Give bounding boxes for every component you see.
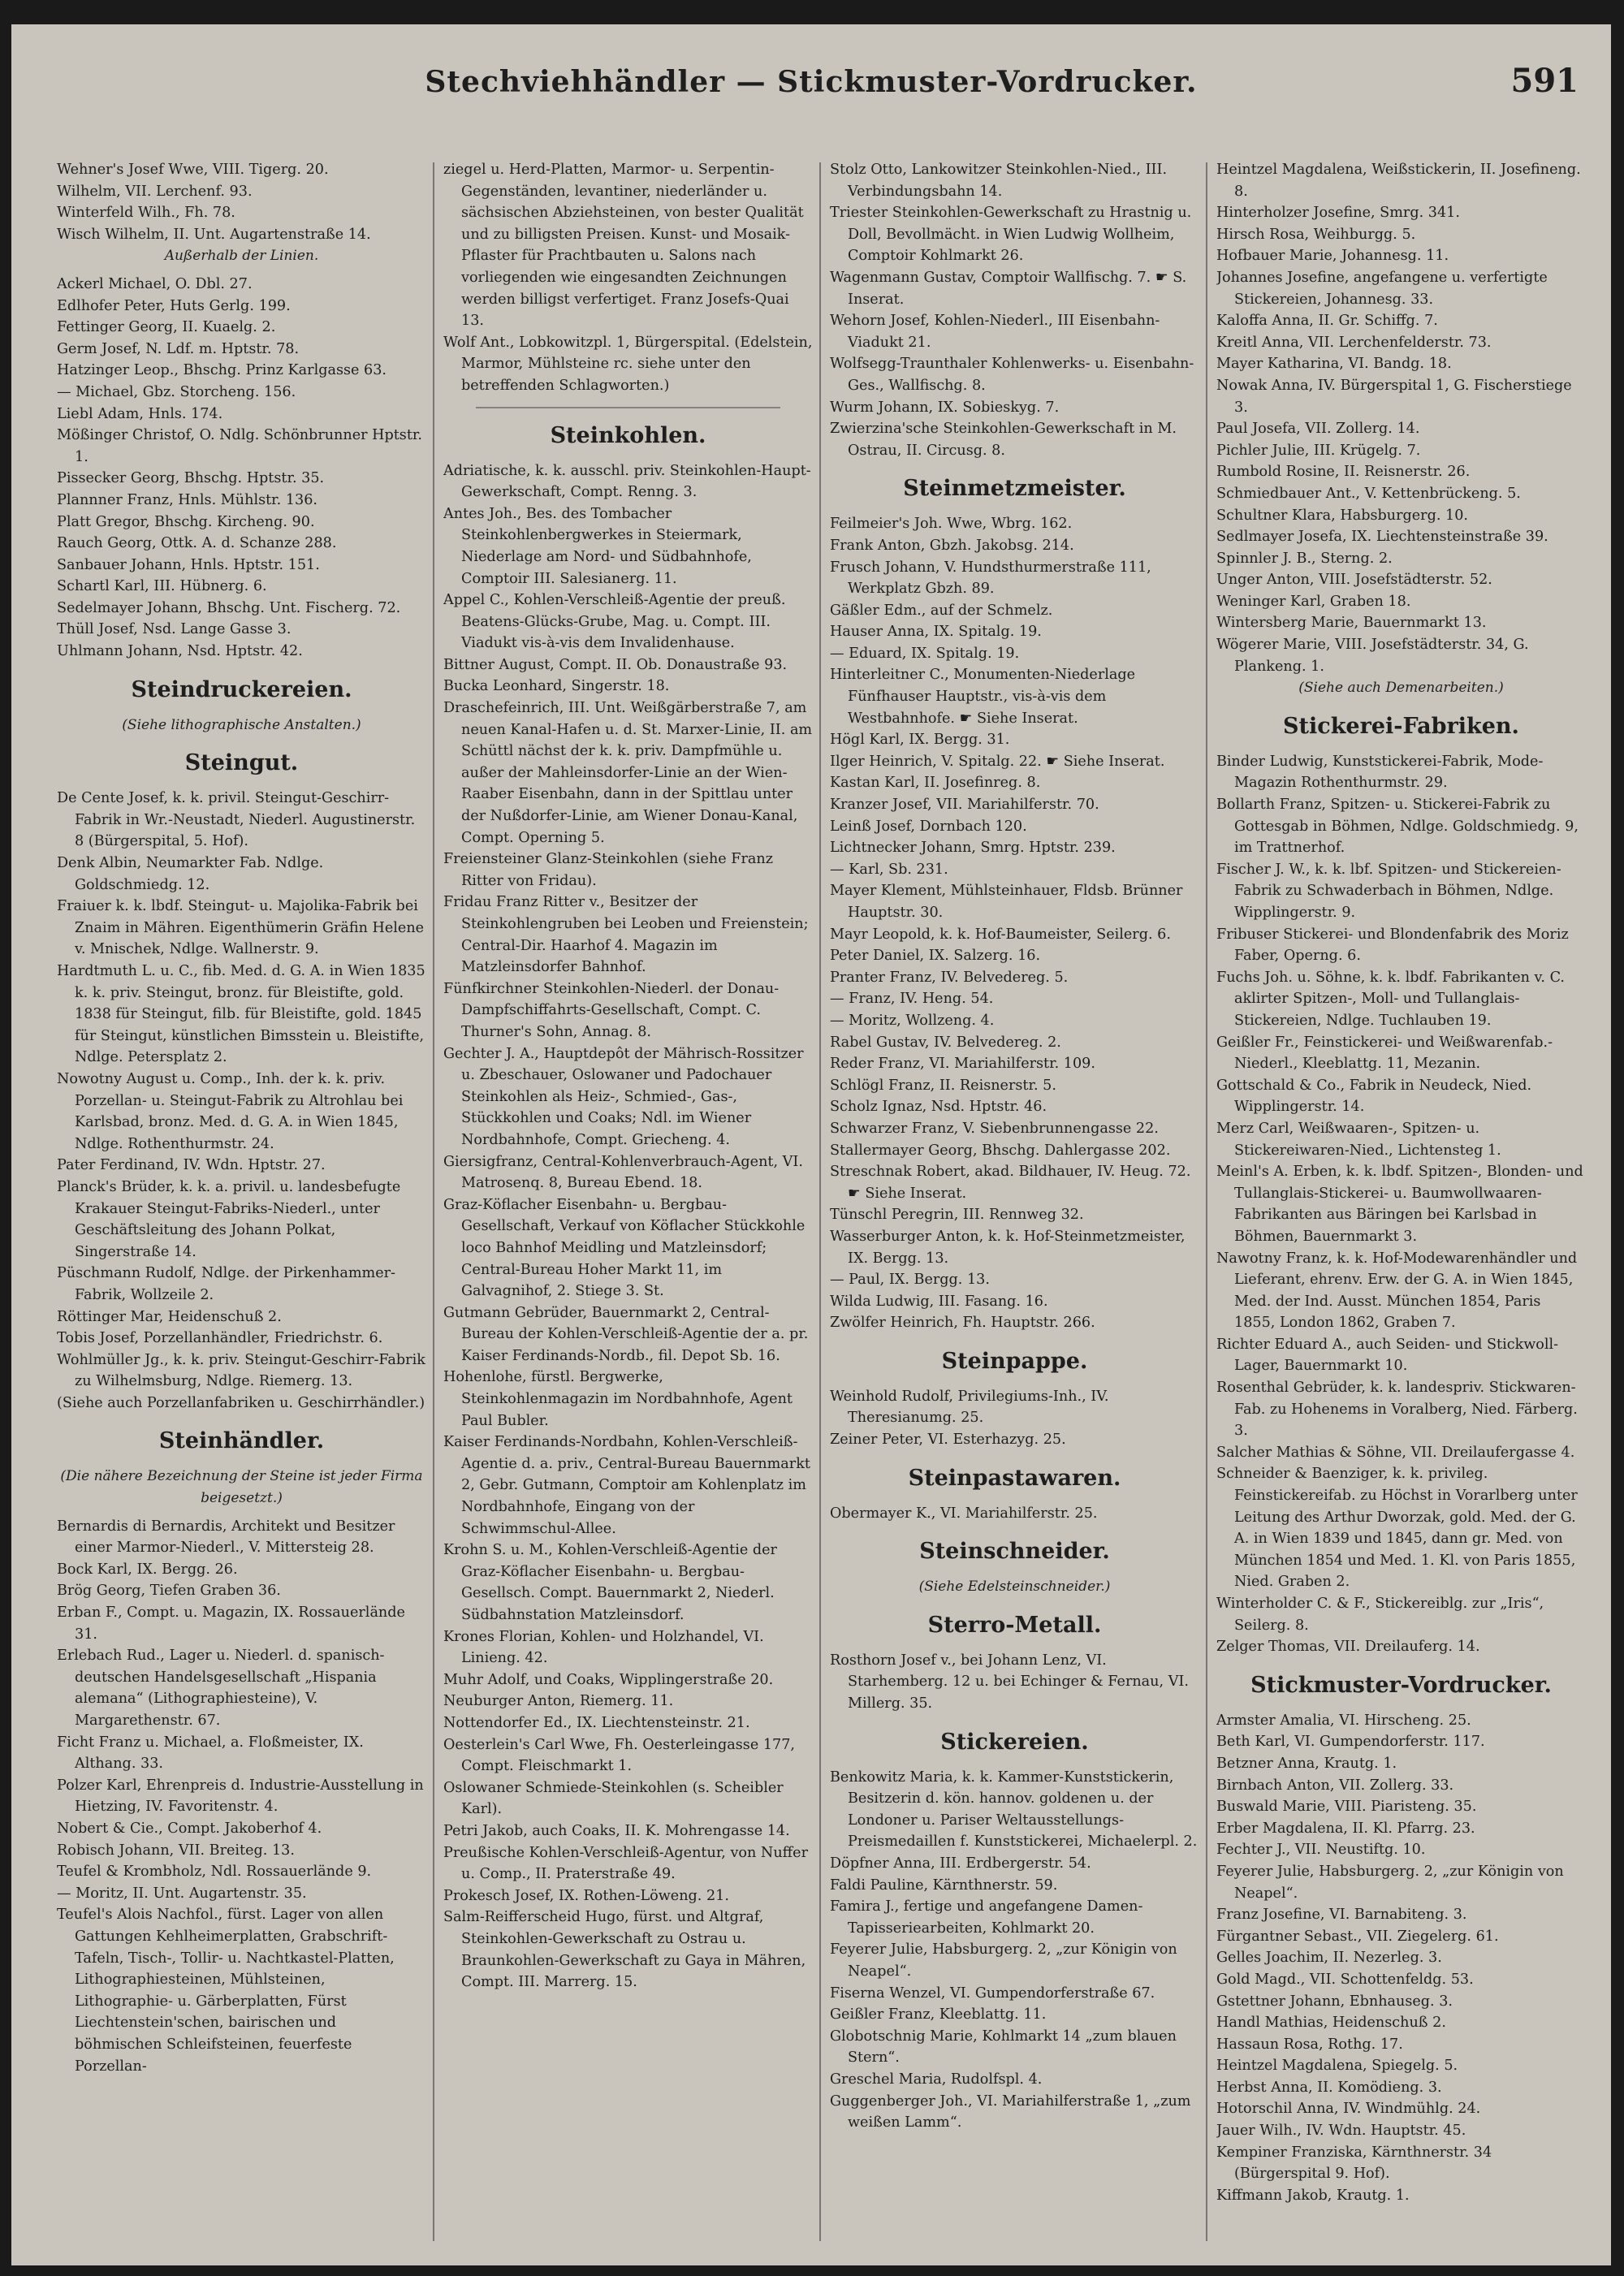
list-item: Kastan Karl, II. Josefinreg. 8.: [830, 775, 1041, 792]
section-heading: Steinschneider.: [919, 1539, 1110, 1565]
list-item: Wehner's Josef Wwe, VIII. Tigerg. 20.: [57, 162, 329, 178]
list-item: Adriatische, k. k. ausschl. priv. Steinkohlen-Haupt-Gewerkschaft, Compt. Renng. 3.: [443, 462, 811, 501]
list-item: Antes Joh., Bes. des Tombacher Steinkohlenbergwerkes in Steiermark, Niederlage am Nord- und Südbahnhofe, Comptoir III. Salesianerg. 11.: [443, 505, 752, 587]
list-item: Zwölfer Heinrich, Fh. Hauptstr. 266.: [830, 1315, 1095, 1332]
section-heading: Steinhändler.: [158, 1428, 325, 1454]
list-item: Kiffmann Jakob, Krautg. 1.: [1216, 2187, 1410, 2204]
column-4: [1216, 159, 1586, 2246]
list-item: Pranter Franz, IV. Belvedereg. 5.: [830, 969, 1069, 986]
list-item: Betzner Anna, Krautg. 1.: [1216, 1755, 1397, 1772]
list-item: — Michael, Gbz. Storcheng. 156.: [57, 383, 296, 400]
list-item: Kaloffa Anna, II. Gr. Schiffg. 7.: [1216, 313, 1438, 330]
list-item: Erban F., Compt. u. Magazin, IX. Rossauerlände 31.: [57, 1604, 405, 1643]
list-item: Plannner Franz, Hnls. Mühlstr. 136.: [57, 491, 318, 508]
list-item: Krones Florian, Kohlen- und Holzhandel, VI. Linieng. 42.: [443, 1628, 764, 1667]
list-item: Neuburger Anton, Riemerg. 11.: [443, 1693, 674, 1710]
list-item: Triester Steinkohlen-Gewerkschaft zu Hrastnig u. Doll, Bevollmächt. in Wien Ludwig Wollheim, Comptoir Kohlmarkt 26.: [830, 205, 1192, 265]
section-heading: Stickereien.: [940, 1729, 1089, 1755]
list-item: Fischer J. W., k. k. lbf. Spitzen- und Stickereien-Fabrik zu Schwaderbach in Böhmen, Ndlge. Wipplingerstr. 9.: [1216, 861, 1561, 921]
list-item: Globotschnig Marie, Kohlmarkt 14 „zum blauen Stern“.: [830, 2028, 1177, 2067]
list-item: — Eduard, IX. Spitalg. 19.: [830, 645, 1020, 662]
column-divider: [819, 162, 821, 2241]
list-item: Frusch Johann, V. Hundsthurmerstraße 111, Werkplatz Gbzh. 89.: [830, 559, 1151, 598]
list-item: (Siehe auch Porzellanfabriken u. Geschirrhändler.): [57, 1394, 425, 1411]
list-item: Hinterholzer Josefine, Smrg. 341.: [1216, 205, 1460, 222]
list-item: Heintzel Magdalena, Spiegelg. 5.: [1216, 2058, 1458, 2075]
list-item: Wilda Ludwig, III. Fasang. 16.: [830, 1293, 1048, 1310]
list-item: Rosenthal Gebrüder, k. k. landespriv. Stickwaren-Fab. zu Hohenems in Voralberg, Nied. Färberg. 3.: [1216, 1380, 1578, 1440]
list-item: Weinhold Rudolf, Privilegiums-Inh., IV. Theresianumg. 25.: [830, 1388, 1109, 1427]
section-heading: Sterro-Metall.: [927, 1612, 1102, 1638]
list-item: Birnbach Anton, VII. Zollerg. 33.: [1216, 1777, 1454, 1794]
list-item: Teufel's Alois Nachfol., fürst. Lager von allen Gattungen Kehlheimerplatten, Grabschrift-Tafeln, Tisch-, Tollir- u. Nachtkastel-Platten, Lithographiesteinen, Mühlsteinen, Lithographie- u. Gärberplatten, Fürst Liechtenstein'schen, bairischen und böhmischen Schleifsteinen, feuerfeste Porzellan-: [57, 1907, 395, 2075]
list-item: Wohlmüller Jg., k. k. priv. Steingut-Geschirr-Fabrik zu Wilhelmsburg, Ndlge. Riemerg. 13.: [57, 1351, 425, 1390]
list-item: Kreitl Anna, VII. Lerchenfelderstr. 73.: [1216, 334, 1492, 351]
list-item: Mayer Klement, Mühlsteinhauer, Fldsb. Brünner Hauptstr. 30.: [830, 883, 1183, 921]
list-item: Hofbauer Marie, Johannesg. 11.: [1216, 248, 1449, 265]
list-item: Draschefeinrich, III. Unt. Weißgärberstraße 7, am neuen Kanal-Hafen u. d. St. Marxer-Linie, II. am Schüttl nächst der k. k. priv. Dampfmühle u. außer der Mahleinsdorfer-Linie an der Wien-Raaber Eisenbahn, dann in der Spittlau unter der Nußdorfer-Linie, am Wiener Donau-Kanal, Compt. Operning 5.: [443, 700, 813, 846]
list-item: Oslowaner Schmiede-Steinkohlen (s. Scheibler Karl).: [443, 1779, 784, 1818]
directory-page: [11, 24, 1611, 2265]
section-note: (Siehe Edelsteinschneider.): [918, 1579, 1111, 1596]
list-item: Fünfkirchner Steinkohlen-Niederl. der Donau-Dampfschiffahrts-Gesellschaft, Compt. C. Thurner's Sohn, Annag. 8.: [443, 980, 780, 1040]
list-item: Wasserburger Anton, k. k. Hof-Steinmetzmeister, IX. Bergg. 13.: [830, 1228, 1186, 1267]
list-item: Wehorn Josef, Kohlen-Niederl., III Eisenbahn-Viadukt 21.: [830, 313, 1160, 351]
list-item: Hassaun Rosa, Rothg. 17.: [1216, 2036, 1403, 2053]
list-item: Sanbauer Johann, Hnls. Hptstr. 151.: [57, 556, 320, 573]
list-item: — Moritz, II. Unt. Augartenstr. 35.: [57, 1885, 307, 1902]
list-item: Nowotny August u. Comp., Inh. der k. k. priv. Porzellan- u. Steingut-Fabrik zu Altrohlau bei Karlsbad, bronz. Med. d. G. A. in Wien 1845, Ndlge. Rothenthurmstr. 24.: [57, 1070, 404, 1152]
column-3: [830, 159, 1199, 2246]
list-item: Rabel Gustav, IV. Belvedereg. 2.: [830, 1034, 1061, 1051]
list-item: Wagenmann Gustav, Comptoir Wallfischg. 7. ☛ S. Inserat.: [830, 269, 1187, 308]
list-item: — Moritz, Wollzeng. 4.: [830, 1012, 995, 1029]
divider: [476, 407, 780, 408]
list-item: Rosthorn Josef v., bei Johann Lenz, VI. Starhemberg. 12 u. bei Echinger & Fernau, VI. Millerg. 35.: [830, 1652, 1189, 1712]
list-item: Thüll Josef, Nsd. Lange Gasse 3.: [57, 621, 292, 638]
list-item: Brög Georg, Tiefen Graben 36.: [57, 1583, 281, 1600]
list-item: Uhlmann Johann, Nsd. Hptstr. 42.: [57, 643, 303, 660]
section-heading: Stickerei-Fabriken.: [1283, 713, 1519, 739]
list-item: Wolf Ant., Lobkowitzpl. 1, Bürgerspital. (Edelstein, Marmor, Mühlsteine rc. siehe unter den betreffenden Schlagworten.): [443, 334, 813, 394]
page-number: 591: [1510, 62, 1579, 100]
list-item: Högl Karl, IX. Bergg. 31.: [830, 732, 1010, 749]
list-item: Greschel Maria, Rudolfspl. 4.: [830, 2071, 1043, 2088]
section-heading: Steingut.: [184, 750, 299, 776]
list-item: Schwarzer Franz, V. Siebenbrunnengasse 22.: [830, 1120, 1159, 1137]
list-item: Spinnler J. B., Sterng. 2.: [1216, 550, 1393, 567]
list-item: Handl Mathias, Heidenschuß 2.: [1216, 2015, 1446, 2032]
list-item: Nowak Anna, IV. Bürgerspital 1, G. Fischerstiege 3.: [1216, 377, 1572, 416]
list-item: Nawotny Franz, k. k. Hof-Modewarenhändler und Lieferant, ehrenv. Erw. der G. A. in Wien 1845, Med. der Ind. Ausst. München 1854, Paris 1855, London 1862, Graben 7.: [1216, 1250, 1578, 1332]
list-item: Oesterlein's Carl Wwe, Fh. Oesterleingasse 177, Compt. Fleischmarkt 1.: [443, 1736, 795, 1775]
list-item: Erber Magdalena, II. Kl. Pfarrg. 23.: [1216, 1820, 1475, 1837]
list-item: Ilger Heinrich, V. Spitalg. 22. ☛ Siehe Inserat.: [830, 753, 1165, 770]
list-item: Fuchs Joh. u. Söhne, k. k. lbdf. Fabrikanten v. C. aklirter Spitzen-, Moll- und Tullanglais-Stickereien, Ndlge. Tuchlauben 19.: [1216, 969, 1565, 1029]
list-item: Lichtnecker Johann, Smrg. Hptstr. 239.: [830, 840, 1116, 857]
list-item: Armster Amalia, VI. Hirscheng. 25.: [1216, 1712, 1471, 1729]
list-item: Unger Anton, VIII. Josefstädterstr. 52.: [1216, 572, 1492, 589]
list-item: — Paul, IX. Bergg. 13.: [830, 1272, 990, 1289]
list-item: Appel C., Kohlen-Verschleiß-Agentie der preuß. Beatens-Glücks-Grube, Mag. u. Compt. III. Viadukt vis-à-vis dem Invalidenhause.: [443, 592, 786, 652]
list-item: Zwierzina'sche Steinkohlen-Gewerkschaft in M. Ostrau, II. Circusg. 8.: [830, 421, 1177, 459]
list-item: Fribuser Stickerei- und Blondenfabrik des Moriz Faber, Operng. 6.: [1216, 926, 1569, 965]
list-item: Platt Gregor, Bhschg. Kircheng. 90.: [57, 513, 315, 530]
list-item: Hotorschil Anna, IV. Windmühlg. 24.: [1216, 2101, 1481, 2118]
list-item: Graz-Köflacher Eisenbahn- u. Bergbau-Gesellschaft, Verkauf von Köflacher Stückkohle loco Bahnhof Meidling und Matzleinsdorf; Central-Bureau Hoher Markt 11, im Galvagnihof, 2. Stiege 3. St.: [443, 1196, 806, 1300]
list-item: Hohenlohe, fürstl. Bergwerke, Steinkohlenmagazin im Nordbahnhofe, Agent Paul Bubler.: [443, 1369, 793, 1429]
section-note: (Siehe lithographische Anstalten.): [122, 716, 361, 733]
list-item: Frank Anton, Gbzh. Jakobsg. 214.: [830, 537, 1074, 554]
list-item: Feyerer Julie, Habsburgerg. 2, „zur Königin von Neapel“.: [830, 1941, 1177, 1980]
list-item: Ackerl Michael, O. Dbl. 27.: [57, 275, 253, 292]
list-item: Salcher Mathias & Söhne, VII. Dreilaufergasse 4.: [1216, 1444, 1575, 1461]
list-item: ziegel u. Herd-Platten, Marmor- u. Serpentin-Gegenständen, levantiner, niederländer u. sächsischen Abziehsteinen, von bester Qualität und zu billigsten Preisen. Kunst- und Mosaik-Pflaster für Prachtbauten u. Salons nach vorliegenden wie eingesandten Zeichnungen werden billigst verfertiget. Franz Josefs-Quai 13.: [443, 162, 804, 330]
list-item: Kranzer Josef, VII. Mariahilferstr. 70.: [830, 797, 1099, 814]
list-item: Weninger Karl, Graben 18.: [1216, 593, 1411, 610]
section-heading: Stickmuster-Vordrucker.: [1250, 1672, 1552, 1698]
list-item: Nottendorfer Ed., IX. Liechtensteinstr. 21.: [443, 1714, 750, 1731]
list-item: Döpfner Anna, III. Erdbergerstr. 54.: [830, 1855, 1091, 1872]
list-item: Beth Karl, VI. Gumpendorferstr. 117.: [1216, 1734, 1485, 1751]
list-item: Tünschl Peregrin, III. Rennweg 32.: [830, 1207, 1084, 1224]
list-item: Geißler Fr., Feinstickerei- und Weißwarenfab.-Niederl., Kleeblattg. 11, Mezanin.: [1216, 1034, 1553, 1073]
list-item: Rauch Georg, Ottk. A. d. Schanze 288.: [57, 535, 337, 552]
list-item: Buswald Marie, VIII. Piaristeng. 35.: [1216, 1799, 1477, 1816]
list-item: Kaiser Ferdinands-Nordbahn, Kohlen-Verschleiß-Agentie d. a. priv., Central-Bureau Bauernmarkt 2, Gebr. Gutmann, Comptoir am Kohlenplatz im Nordbahnhofe, Eingang von der Schwimmschul-Allee.: [443, 1434, 810, 1537]
list-item: Muhr Adolf, und Coaks, Wipplingerstraße 20.: [443, 1671, 774, 1688]
list-item: Stallermayer Georg, Bhschg. Dahlergasse 202.: [830, 1142, 1171, 1159]
list-item: Schartl Karl, III. Hübnerg. 6.: [57, 578, 267, 595]
running-header: Stechviehhändler — Stickmuster-Vordrucker.: [425, 65, 1198, 99]
list-item: — Karl, Sb. 231.: [830, 861, 948, 878]
list-item: — Franz, IV. Heng. 54.: [830, 991, 994, 1008]
list-item: Famira J., fertige und angefangene Damen-Tapisseriearbeiten, Kohlmarkt 20.: [830, 1898, 1143, 1937]
list-item: Schultner Klara, Habsburgerg. 10.: [1216, 507, 1468, 524]
list-item: Gäßler Edm., auf der Schmelz.: [830, 602, 1053, 619]
list-item: Schneider & Baenziger, k. k. privileg. Feinstickereifab. zu Höchst in Vorarlberg unter Leitung des Arthur Dworzak, gold. Med. der G. A. in Wien 1839 und 1845, dann gr. Med. von München 1854 und Med. 1. Kl. von Paris 1855, Nied. Graben 2.: [1216, 1466, 1578, 1591]
list-item: Hatzinger Leop., Bhschg. Prinz Karlgasse 63.: [57, 362, 387, 379]
list-item: Benkowitz Maria, k. k. Kammer-Kunststickerin, Besitzerin d. kön. hannov. goldenen u. der Londoner u. Pariser Weltausstellungs-Preismedaillen f. Kunststickerei, Michaelerpl. 2.: [830, 1769, 1198, 1851]
list-item: Zelger Thomas, VII. Dreilauferg. 14.: [1216, 1639, 1480, 1656]
list-item: Merz Carl, Weißwaaren-, Spitzen- u. Stickereiwaren-Nied., Lichtensteg 1.: [1216, 1120, 1501, 1159]
section-heading: Steinpappe.: [941, 1348, 1088, 1374]
list-item: Edlhofer Peter, Huts Gerlg. 199.: [57, 297, 291, 314]
column-divider: [1206, 162, 1207, 2241]
list-item: Hauser Anna, IX. Spitalg. 19.: [830, 624, 1042, 641]
list-item: Fiserna Wenzel, VI. Gumpendorferstraße 67.: [830, 1984, 1155, 2002]
list-item: Germ Josef, N. Ldf. m. Hptstr. 78.: [57, 340, 300, 357]
column-2: [443, 159, 813, 2246]
list-item: Bock Karl, IX. Bergg. 26.: [57, 1561, 238, 1578]
list-item: Wintersberg Marie, Bauernmarkt 13.: [1216, 615, 1487, 632]
list-item: Robisch Johann, VII. Breiteg. 13.: [57, 1842, 295, 1859]
list-item: Schlögl Franz, II. Reisnerstr. 5.: [830, 1077, 1056, 1094]
list-item: Erlebach Rud., Lager u. Niederl. d. spanisch-deutschen Handelsgesellschaft „Hispania alemana“ (Lithographiesteine), V. Margarethenstr. 67.: [57, 1648, 385, 1729]
list-item: Denk Albin, Neumarkter Fab. Ndlge. Goldschmiedg. 12.: [57, 855, 324, 893]
list-item: Herbst Anna, II. Komödieng. 3.: [1216, 2079, 1442, 2096]
list-item: Wolfsegg-Traunthaler Kohlenwerks- u. Eisenbahn-Ges., Wallfischg. 8.: [830, 356, 1194, 394]
list-item: Obermayer K., VI. Mariahilferstr. 25.: [830, 1505, 1098, 1522]
list-item: Wögerer Marie, VIII. Josefstädterstr. 34, G. Plankeng. 1.: [1216, 637, 1529, 675]
list-item: Hardtmuth L. u. C., fib. Med. d. G. A. in Wien 1835 k. k. priv. Steingut, bronz. für Bleistifte, gold. 1838 für Steingut, filb. für Bleistifte, gold. 1845 für Steingut, künstlichen Bimsstein u. Bleistifte, Ndlge. Petersplatz 2.: [57, 963, 425, 1066]
list-item: Röttinger Mar, Heidenschuß 2.: [57, 1308, 282, 1325]
list-item: Ficht Franz u. Michael, a. Floßmeister, IX. Althang. 33.: [57, 1734, 364, 1773]
list-item: Rumbold Rosine, II. Reisnerstr. 26.: [1216, 464, 1471, 481]
list-item: Richter Eduard A., auch Seiden- und Stickwoll-Lager, Bauernmarkt 10.: [1216, 1336, 1559, 1375]
list-item: Heintzel Magdalena, Weißstickerin, II. Josefineng. 8.: [1216, 162, 1581, 200]
list-item: Feilmeier's Joh. Wwe, Wbrg. 162.: [830, 516, 1073, 533]
list-item: Krohn S. u. M., Kohlen-Verschleiß-Agentie der Graz-Köflacher Eisenbahn- u. Bergbau-Gesellsch. Compt. Bauernmarkt 2, Niederl. Südbahnstation Matzleinsdorf.: [443, 1542, 777, 1623]
section-heading: Steinpastawaren.: [908, 1465, 1121, 1491]
list-item: Reder Franz, VI. Mariahilferstr. 109.: [830, 1056, 1095, 1073]
list-item: Sedelmayer Johann, Bhschg. Unt. Fischerg. 72.: [57, 599, 401, 616]
list-item: Franz Josefine, VI. Barnabiteng. 3.: [1216, 1907, 1467, 1924]
list-item: Zeiner Peter, VI. Esterhazyg. 25.: [830, 1432, 1066, 1449]
list-item: Hinterleitner C., Monumenten-Niederlage Fünfhauser Hauptstr., vis-à-vis dem Westbahnhofe. ☛ Siehe Inserat.: [830, 667, 1136, 727]
list-item: Paul Josefa, VII. Zollerg. 14.: [1216, 421, 1420, 438]
section-heading: Steinkohlen.: [550, 422, 706, 448]
list-item: Bucka Leonhard, Singerstr. 18.: [443, 678, 670, 695]
list-item: Winterfeld Wilh., Fh. 78.: [57, 205, 235, 222]
list-item: Fridau Franz Ritter v., Besitzer der Steinkohlengruben bei Leoben und Freienstein; Central-Dir. Haarhof 4. Magazin im Matzleinsdorfer Bahnhof.: [443, 894, 809, 976]
list-item: Pissecker Georg, Bhschg. Hptstr. 35.: [57, 470, 325, 487]
list-item: Preußische Kohlen-Verschleiß-Agentur, von Nuffer u. Comp., II. Praterstraße 49.: [443, 1844, 808, 1883]
list-item: Püschmann Rudolf, Ndlge. der Pirkenhammer-Fabrik, Wollzeile 2.: [57, 1265, 395, 1303]
list-item: Scholz Ignaz, Nsd. Hptstr. 46.: [830, 1099, 1047, 1116]
list-item: Fettinger Georg, II. Kuaelg. 2.: [57, 319, 276, 336]
list-item: Petri Jakob, auch Coaks, II. K. Mohrengasse 14.: [443, 1822, 790, 1839]
list-item: De Cente Josef, k. k. privil. Steingut-Geschirr-Fabrik in Wr.-Neustadt, Niederl. Augustinerstr. 8 (Bürgerspital, 5. Hof).: [57, 790, 416, 850]
list-item: Fechter J., VII. Neustiftg. 10.: [1216, 1842, 1426, 1859]
list-item: Tobis Josef, Porzellanhändler, Friedrichstr. 6.: [57, 1330, 383, 1347]
list-item: Giersigfranz, Central-Kohlenverbrauch-Agent, VI. Matrosenq. 8, Bureau Ebend. 18.: [443, 1153, 803, 1192]
list-item: Faldi Pauline, Kärnthnerstr. 59.: [830, 1877, 1058, 1894]
list-item: Gutmann Gebrüder, Bauernmarkt 2, Central-Bureau der Kohlen-Verschleiß-Agentie der a. pr. Kaiser Ferdinands-Nordb., fil. Depot Sb. 16.: [443, 1304, 809, 1364]
list-item: Gold Magd., VII. Schottenfeldg. 53.: [1216, 1971, 1474, 1988]
list-item: Guggenberger Joh., VI. Mariahilferstraße 1, „zum weißen Lamm“.: [830, 2092, 1191, 2131]
list-item: Streschnak Robert, akad. Bildhauer, IV. Heug. 72. ☛ Siehe Inserat.: [830, 1164, 1191, 1202]
list-item: Liebl Adam, Hnls. 174.: [57, 405, 223, 422]
section-heading: Steindruckereien.: [131, 676, 352, 702]
list-item: Sedlmayer Josefa, IX. Liechtensteinstraße 39.: [1216, 529, 1548, 546]
list-item: Wilhelm, VII. Lerchenf. 93.: [57, 183, 253, 200]
list-item: Gottschald & Co., Fabrik in Neudeck, Nied. Wipplingerstr. 14.: [1216, 1077, 1532, 1116]
list-item: Stolz Otto, Lankowitzer Steinkohlen-Nied., III. Verbindungsbahn 14.: [830, 162, 1168, 200]
column-1: [57, 159, 426, 2246]
section-note: (Siehe auch Demenarbeiten.): [1298, 680, 1504, 697]
list-item: Fürgantner Sebast., VII. Ziegelerg. 61.: [1216, 1928, 1499, 1945]
list-item: Meinl's A. Erben, k. k. lbdf. Spitzen-, Blonden- und Tullanglais-Stickerei- u. Baumwollwaaren-Fabrikanten aus Bäringen bei Karlsbad in Böhmen, Bauernmarkt 3.: [1216, 1164, 1583, 1245]
list-item: Leinß Josef, Dornbach 120.: [830, 818, 1027, 835]
list-item: Mayr Leopold, k. k. Hof-Baumeister, Seilerg. 6.: [830, 926, 1171, 943]
list-item: Polzer Karl, Ehrenpreis d. Industrie-Ausstellung in Hietzing, IV. Favoritenstr. 4.: [57, 1777, 424, 1816]
list-item: Bernardis di Bernardis, Architekt und Besitzer einer Marmor-Niederl., V. Mittersteig 28.: [57, 1518, 395, 1557]
list-item: Bittner August, Compt. II. Ob. Donaustraße 93.: [443, 656, 788, 673]
list-item: Freiensteiner Glanz-Steinkohlen (siehe Franz Ritter von Fridau).: [443, 851, 774, 889]
list-item: Wisch Wilhelm, II. Unt. Augartenstraße 14.: [57, 226, 371, 243]
section-note: (Die nähere Bezeichnung der Steine ist jeder Firma beigesetzt.): [60, 1468, 423, 1507]
list-item: Hirsch Rosa, Weihburgg. 5.: [1216, 226, 1416, 243]
subsection-title: Außerhalb der Linien.: [164, 248, 319, 265]
list-item: Binder Ludwig, Kunststickerei-Fabrik, Mode-Magazin Rothenthurmstr. 29.: [1216, 753, 1544, 792]
list-item: Pichler Julie, III. Krügelg. 7.: [1216, 442, 1421, 459]
list-item: Mayer Katharina, VI. Bandg. 18.: [1216, 356, 1452, 373]
list-item: Gelles Joachim, II. Nezerleg. 3.: [1216, 1950, 1442, 1967]
section-heading: Steinmetzmeister.: [903, 476, 1126, 502]
list-item: Fraiuer k. k. lbdf. Steingut- u. Majolika-Fabrik bei Znaim in Mähren. Eigenthümerin Gräfin Helene v. Mnischek, Ndlge. Wallnerstr. 9.: [57, 898, 425, 958]
list-item: Salm-Reifferscheid Hugo, fürst. und Altgraf, Steinkohlen-Gewerkschaft zu Ostrau u. Braunkohlen-Gewerkschaft zu Gaya in Mähren, Compt. III. Marrerg. 15.: [443, 1909, 806, 1991]
list-item: Wurm Johann, IX. Sobieskyg. 7.: [830, 399, 1060, 416]
list-item: Prokesch Josef, IX. Rothen-Löweng. 21.: [443, 1887, 729, 1904]
list-item: Teufel & Krombholz, Ndl. Rossauerlände 9.: [57, 1864, 372, 1881]
column-divider: [433, 162, 434, 2241]
list-item: Gstettner Johann, Ebnhauseg. 3.: [1216, 1993, 1453, 2010]
list-item: Johannes Josefine, angefangene u. verfertigte Stickereien, Johannesg. 33.: [1216, 269, 1548, 308]
list-item: Gechter J. A., Hauptdepôt der Mährisch-Rossitzer u. Zbeschauer, Oslowaner und Padochauer Steinkohlen als Heiz-, Schmied-, Gas-, Stückkohlen und Coaks; Ndl. im Wiener Nordbahnhofe, Compt. Griecheng. 4.: [443, 1045, 804, 1148]
list-item: Mößinger Christof, O. Ndlg. Schönbrunner Hptstr. 1.: [57, 427, 422, 465]
list-item: Jauer Wilh., IV. Wdn. Hauptstr. 45.: [1216, 2123, 1466, 2140]
list-item: Planck's Brüder, k. k. a. privil. u. landesbefugte Krakauer Steingut-Fabriks-Niederl., unter Geschäftsleitung des Johann Polkat, Singerstraße 14.: [57, 1178, 401, 1260]
list-item: Winterholder C. & F., Stickereiblg. zur „Iris“, Seilerg. 8.: [1216, 1596, 1544, 1634]
list-item: Feyerer Julie, Habsburgerg. 2, „zur Königin von Neapel“.: [1216, 1863, 1564, 1902]
list-item: Pater Ferdinand, IV. Wdn. Hptstr. 27.: [57, 1157, 326, 1174]
list-item: Peter Daniel, IX. Salzerg. 16.: [830, 948, 1041, 965]
list-item: Nobert & Cie., Compt. Jakoberhof 4.: [57, 1820, 322, 1837]
list-item: Geißler Franz, Kleeblattg. 11.: [830, 2006, 1047, 2023]
list-item: Bollarth Franz, Spitzen- u. Stickerei-Fabrik zu Gottesgab in Böhmen, Ndlge. Goldschmiedg. 9, im Trattnerhof.: [1216, 797, 1579, 857]
list-item: Schmiedbauer Ant., V. Kettenbrückeng. 5.: [1216, 485, 1521, 502]
list-item: Kempiner Franziska, Kärnthnerstr. 34 (Bürgerspital 9. Hof).: [1216, 2144, 1492, 2183]
